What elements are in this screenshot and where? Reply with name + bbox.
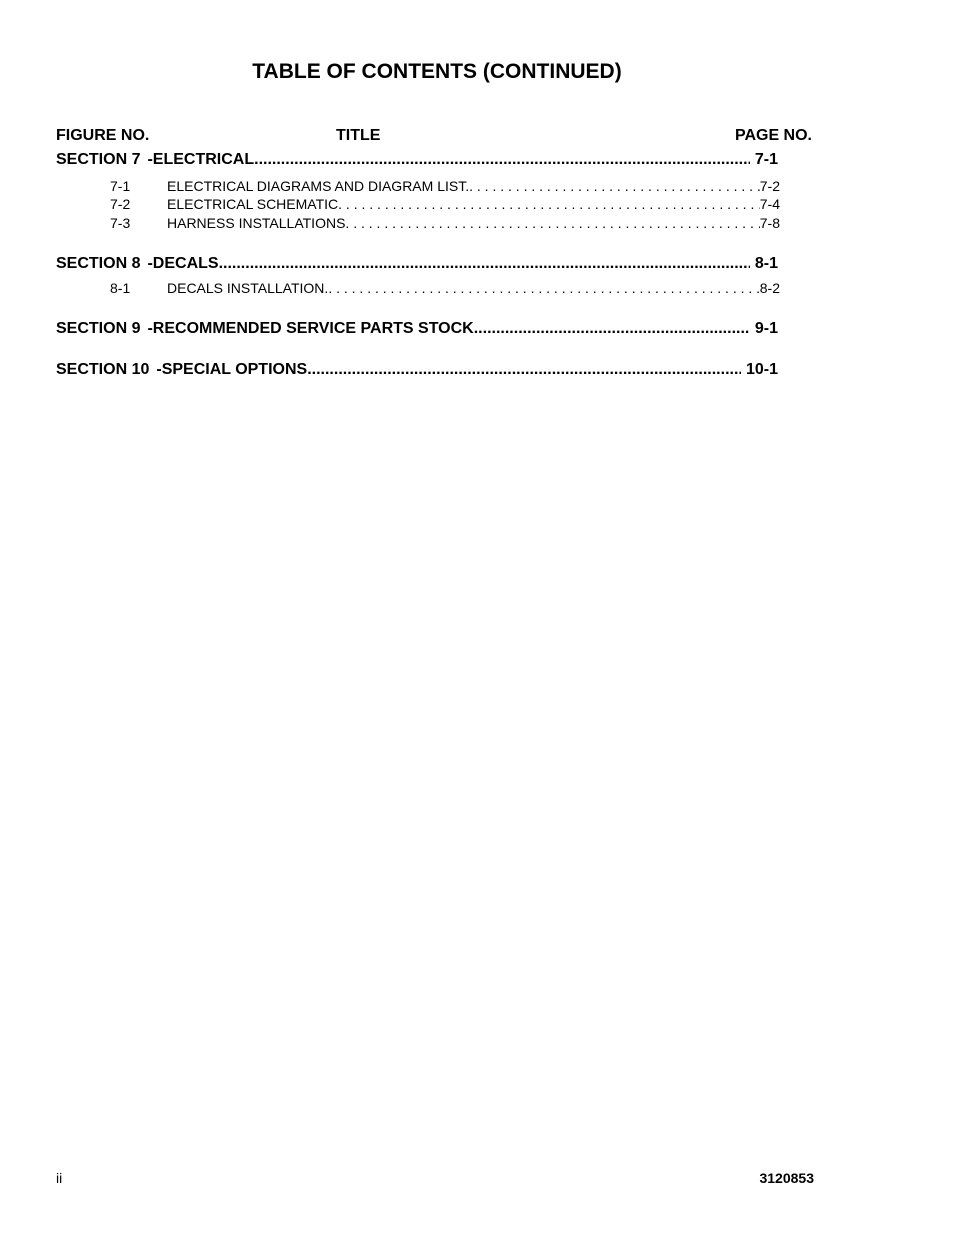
figure-page: 7-2	[759, 178, 780, 194]
toc-section-10[interactable]	[56, 361, 778, 379]
figure-page: 7-4	[759, 196, 780, 212]
toc-figure-7-1[interactable]	[110, 178, 780, 194]
dot-leader	[219, 255, 750, 273]
header-figure-no: FIGURE NO.	[56, 127, 150, 144]
toc-figure-7-2[interactable]	[110, 196, 780, 212]
section-page: 7-1	[754, 151, 778, 168]
figure-number: 7-1	[110, 178, 131, 194]
footer-page-number: ii	[56, 1170, 63, 1186]
footer-doc-number: 3120853	[759, 1170, 814, 1186]
dot-leader	[474, 320, 750, 338]
section-page: 9-1	[754, 320, 778, 337]
dot-leader	[469, 178, 760, 194]
section-label: SECTION 9	[56, 320, 141, 337]
figure-number: 7-2	[110, 196, 131, 212]
figure-page: 8-2	[759, 280, 780, 296]
figure-page: 7-8	[759, 215, 780, 231]
section-title: -SPECIAL OPTIONS	[156, 361, 308, 378]
page-title: TABLE OF CONTENTS (CONTINUED)	[252, 60, 622, 83]
header-title: TITLE	[336, 127, 381, 144]
section-page: 8-1	[754, 255, 778, 272]
figure-number: 7-3	[110, 215, 131, 231]
dot-leader	[254, 151, 750, 169]
dot-leader	[338, 196, 760, 212]
section-title: -DECALS	[147, 255, 219, 272]
figure-title: ELECTRICAL SCHEMATIC	[167, 196, 339, 212]
dot-leader	[307, 361, 741, 379]
section-label: SECTION 7	[56, 151, 141, 168]
header-page-no: PAGE NO.	[734, 127, 812, 144]
dot-leader	[328, 280, 759, 296]
section-label: SECTION 8	[56, 255, 141, 272]
section-page: 10-1	[745, 361, 778, 378]
toc-section-8[interactable]	[56, 255, 778, 273]
section-title: -RECOMMENDED SERVICE PARTS STOCK	[147, 320, 474, 337]
figure-title: ELECTRICAL DIAGRAMS AND DIAGRAM LIST.	[167, 178, 470, 194]
figure-number: 8-1	[110, 280, 131, 296]
dot-leader	[345, 215, 759, 231]
toc-figure-8-1[interactable]	[110, 280, 780, 296]
toc-section-7[interactable]	[56, 151, 778, 169]
section-title: -ELECTRICAL	[147, 151, 255, 168]
section-label: SECTION 10	[56, 361, 150, 378]
toc-figure-7-3[interactable]	[110, 215, 780, 231]
figure-title: HARNESS INSTALLATIONS	[167, 215, 346, 231]
figure-title: DECALS INSTALLATION.	[167, 280, 329, 296]
toc-section-9[interactable]	[56, 320, 778, 338]
